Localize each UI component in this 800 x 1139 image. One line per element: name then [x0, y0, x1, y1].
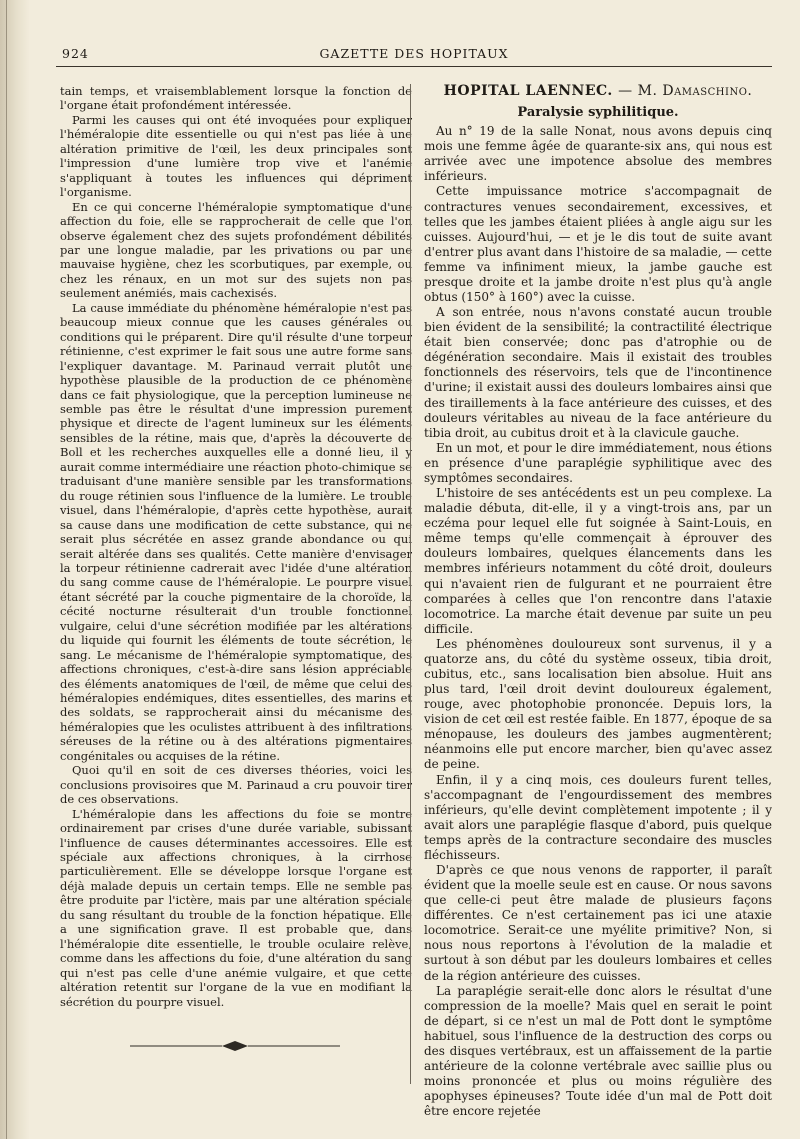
- paragraph: D'après ce que nous venons de rapporter, il paraît évident que la moelle seule est en cause. Or nous savons que celle-ci peut être malade de plusieurs façons différentes. Ce n'est certainement pas ici une ataxie locomotrice. Serait-ce une myélite primitive? Non, si nous nous reportons à l'évolution de la maladie et surtout à son début par les douleurs lombaires et celles de la région antérieure des cuisses.: [424, 862, 772, 983]
- paragraph: La cause immédiate du phénomène héméralopie n'est pas beaucoup mieux connue que les causes générales ou conditions qui le préparent. Dire qu'il résulte d'une torpeur rétinienne, c'est exprimer le fait sous une autre forme sans l'expliquer davantage. M. Parinaud verrait plutôt une hypothèse plausible de la production de ce phénomène dans ce fait physiologique, que la perception lumineuse ne semble pas être le résultat d'une impression purement physique et directe de l'agent lumineux sur les éléments sensibles de la rétine, mais que, d'après la découverte de Boll et les recherches auxquelles elle a donné lieu, il y aurait comme intermédiaire une réaction photo-chimique se traduisant d'une manière sensible par les transformations du rouge rétinien sous l'influence de la lumière. Le trouble visuel, dans l'héméralopie, d'après cette hypothèse, aurait sa cause dans une modification de cette substance, qui ne serait plus sécrétée en assez grande abondance ou qui serait altérée dans ses qualités. Cette manière d'envisager la torpeur rétinienne cadrerait avec l'idée d'une altération du sang comme cause de l'héméralopie. Le pourpre visuel étant sécrété par la couche pigmentaire de la choroïde, la cécité nocturne résulterait d'un trouble fonctionnel vulgaire, celui d'une sécrétion modifiée par les altérations du liquide qui fournit les éléments de toute sécrétion, le sang. Le mécanisme de l'héméralopie symptomatique, des affections chroniques, c'est-à-dire sans lésion appréciable des éléments anatomiques de l'œil, de même que celui des héméralopies endémiques, dites essentielles, des marins et des soldats, se rapprocherait ainsi du mécanisme des héméralopies que les oculistes attribuent à des infiltrations séreuses de la rétine ou à des altérations pigmentaires congénitales ou acquises de la rétine.: [60, 300, 412, 763]
- running-header: [56, 44, 772, 66]
- paragraph: Cette impuissance motrice s'accompagnait de contractures venues secondairement, excessives, et telles que les jambes étaient pliées à angle aigu sur les cuisses. Aujourd'hui, — et je le dis tout de suite avant d'entrer plus avant dans l'histoire de sa maladie, — cette femme va infiniment mieux, la jambe gauche est presque droite et la jambe droite n'est plus qu'à angle obtus (150° à 160°) avec la cuisse.: [424, 184, 772, 305]
- paragraph: Parmi les causes qui ont été invoquées pour expliquer l'héméralopie dite essentielle ou qui n'est pas liée à une altération primitive de l'œil, les deux principales sont l'impression d'une lumière trop vive et l'anémie s'appliquant à toutes les influences qui dépriment l'organisme.: [60, 112, 412, 200]
- paragraph: En ce qui concerne l'héméralopie symptomatique d'une affection du foie, elle se rapprocherait de celle que l'on observe également chez des sujets profondément débilités par une longue maladie, par les privations ou par une mauvaise hygiène, chez les scorbutiques, par exemple, ou chez les rénaux, en un mot sur des sujets non pas seulement anémiés, mais cachexisés.: [60, 199, 412, 301]
- ornament-rule-icon: [130, 1040, 340, 1052]
- journal-title: GAZETTE DES HOPITAUX: [319, 46, 509, 61]
- paragraph: L'histoire de ses antécédents est un peu complexe. La maladie débuta, dit-elle, il y a vingt-trois ans, par un eczéma pour lequel elle fut soignée à Saint-Louis, en même temps qu'elle commençait à éprouver des douleurs lombaires, quelques élancements dans les membres inférieurs notamment du côté droit, douleurs qui n'avaient rien de fulgurant et ne pourraient être comparées à celles que l'on rencontre dans l'ataxie locomotrice. La marche était devenue par suite un peu difficile.: [424, 486, 772, 636]
- paragraph: L'héméralopie dans les affections du foie se montre ordinairement par crises d'une durée variable, subissant l'influence de causes déterminantes accessoires. Elle est spéciale aux affections chroniques, à la cirrhose particulièrement. Elle se développe lorsque l'organe est déjà malade depuis un certain temps. Elle ne semble pas être produite par l'ictère, mais par une altération spéciale du sang résultant du trouble de la fonction hépatique. Elle a une signification grave. Il est probable que, dans l'héméralopie dite essentielle, le trouble oculaire relève, comme dans les affections du foie, d'une altération du sang qui n'est pas celle d'une anémie vulgaire, et que cette altération retentit sur l'organe de la vue en modifiant la sécrétion du pourpre visuel.: [60, 806, 412, 1009]
- binding-edge: [6, 0, 7, 1139]
- hospital-attribution: — M. Damaschino.: [618, 83, 753, 99]
- paragraph: Enfin, il y a cinq mois, ces douleurs furent telles, s'accompagnant de l'engourdissement des membres inférieurs, qu'elle devint complètement impotente ; il y avait alors une paraplégie flasque d'abord, puis quelque temps après de la contracture secondaire des muscles fléchisseurs.: [424, 772, 772, 862]
- paragraph: La paraplégie serait-elle donc alors le résultat d'une compression de la moelle? Mais quel en serait le point de départ, si ce n'est un mal de Pott dont le symptôme habituel, sous l'influence de la destruction des corps ou des disques vertébraux, est un affaissement de la partie antérieure de la colonne vertébrale avec saillie plus ou moins prononcée et plus ou moins régulière des apophyses épineuses? Toute idée d'un mal de Pott doit être encore rejetée: [424, 983, 772, 1119]
- hospital-name: HOPITAL LAENNEC.: [443, 83, 613, 99]
- paragraph: Les phénomènes douloureux sont survenus, il y a quatorze ans, du côté du système osseux, tibia droit, cubitus, etc., sans localisation bien absolue. Huit ans plus tard, l'œil droit devint douloureux également, rouge, avec photophobie prononcée. Depuis lors, la vision de cet œil est restée faible. En 1877, époque de sa ménopause, les douleurs des jambes augmentèrent; néanmoins elle put encore marcher, bien qu'avec assez de peine.: [424, 636, 772, 772]
- paragraph: tain temps, et vraisemblablement lorsque la fonction de l'organe était profondément intéressée.: [60, 84, 412, 113]
- binding-shadow: [0, 0, 30, 1139]
- article-subtitle: Paralysie syphilitique.: [517, 105, 679, 121]
- paragraph: Au n° 19 de la salle Nonat, nous avons depuis cinq mois une femme âgée de quarante-six ans, qui nous est arrivée avec une impotence absolue des membres inférieurs.: [424, 124, 772, 184]
- paragraph: Quoi qu'il en soit de ces diverses théories, voici les conclusions provisoires que M. Parinaud a cru pouvoir tirer de ces observations.: [60, 763, 412, 807]
- page-number: 924: [62, 46, 89, 61]
- section-heading: [424, 84, 772, 99]
- left-column: [60, 84, 412, 1009]
- paragraph: A son entrée, nous n'avons constaté aucun trouble bien évident de la sensibilité; la contractilité électrique était bien conservée; donc pas d'atrophie ou de dégénération secondaire. Mais il existait des troubles fonctionnels des réservoirs, tels que de l'incontinence d'urine; il existait aussi des douleurs lombaires ainsi que des tiraillements à la face antérieure des cuisses, et des douleurs véritables au niveau de la face antérieure du tibia droit, au cubitus droit et à la clavicule gauche.: [424, 305, 772, 440]
- right-column: [424, 84, 772, 1119]
- header-rule: [56, 66, 772, 67]
- paragraph: En un mot, et pour le dire immédiatement, nous étions en présence d'une paraplégie syphilitique avec des symptômes secondaires.: [424, 440, 772, 485]
- column-divider: [410, 84, 411, 1084]
- end-ornament: [130, 1040, 340, 1052]
